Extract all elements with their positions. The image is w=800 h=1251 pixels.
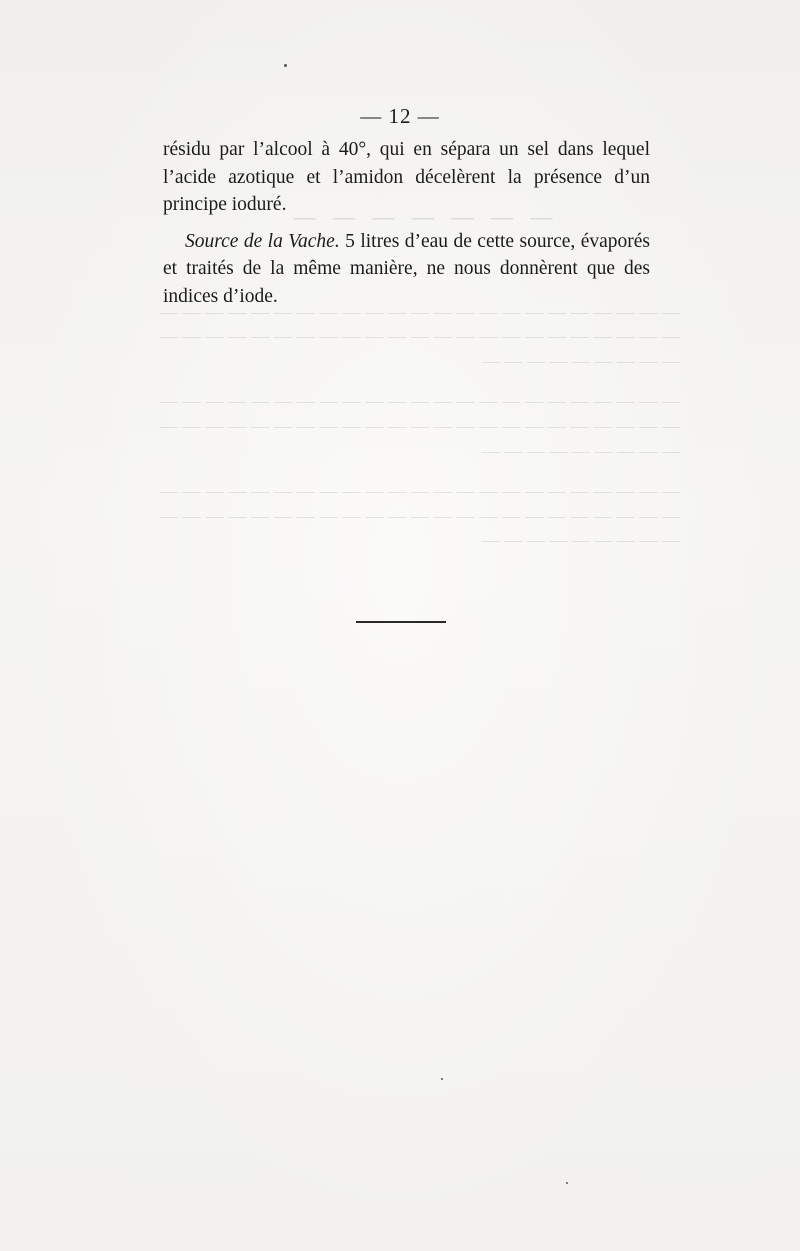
body-text [163,136,650,310]
reverse-side-bleed-through: — — — — — — — — — — — — — — — — — — — — — — — — — — — — — — — — — — — — — — — — — — — — — — — — — — — — — — — — — — — — — — — — — — — — — — — — — — — — — — — — — — — — — — — — — — — — — — — — — — — — — — — — — — — — — — — — — — — — — — — — — — — — — — — — — — — — — — — — — — — — — — — — — — — — — — — — — — — — — — — — — — — — — — — — — — — — [160,205,680,551]
page-number: — 12 — [360,104,440,128]
paper-speck [566,1182,568,1184]
section-divider [356,621,446,623]
paragraph [163,136,650,219]
paper-speck [284,64,287,67]
paragraph-lead: Source de la Vache. [185,230,340,252]
paragraph [163,228,650,311]
paper-speck [441,1078,443,1080]
paragraph-text: résidu par l’alcool à 40°, qui en sépara un sel dans lequel l’acide azotique et l’amidon décelèrent la présence d’un principe ioduré. [163,139,650,215]
paragraph-text: 5 litres d’eau de cette source, évaporés et traités de la même manière, ne nous donnèrent que des indices d’iode. [163,230,650,307]
